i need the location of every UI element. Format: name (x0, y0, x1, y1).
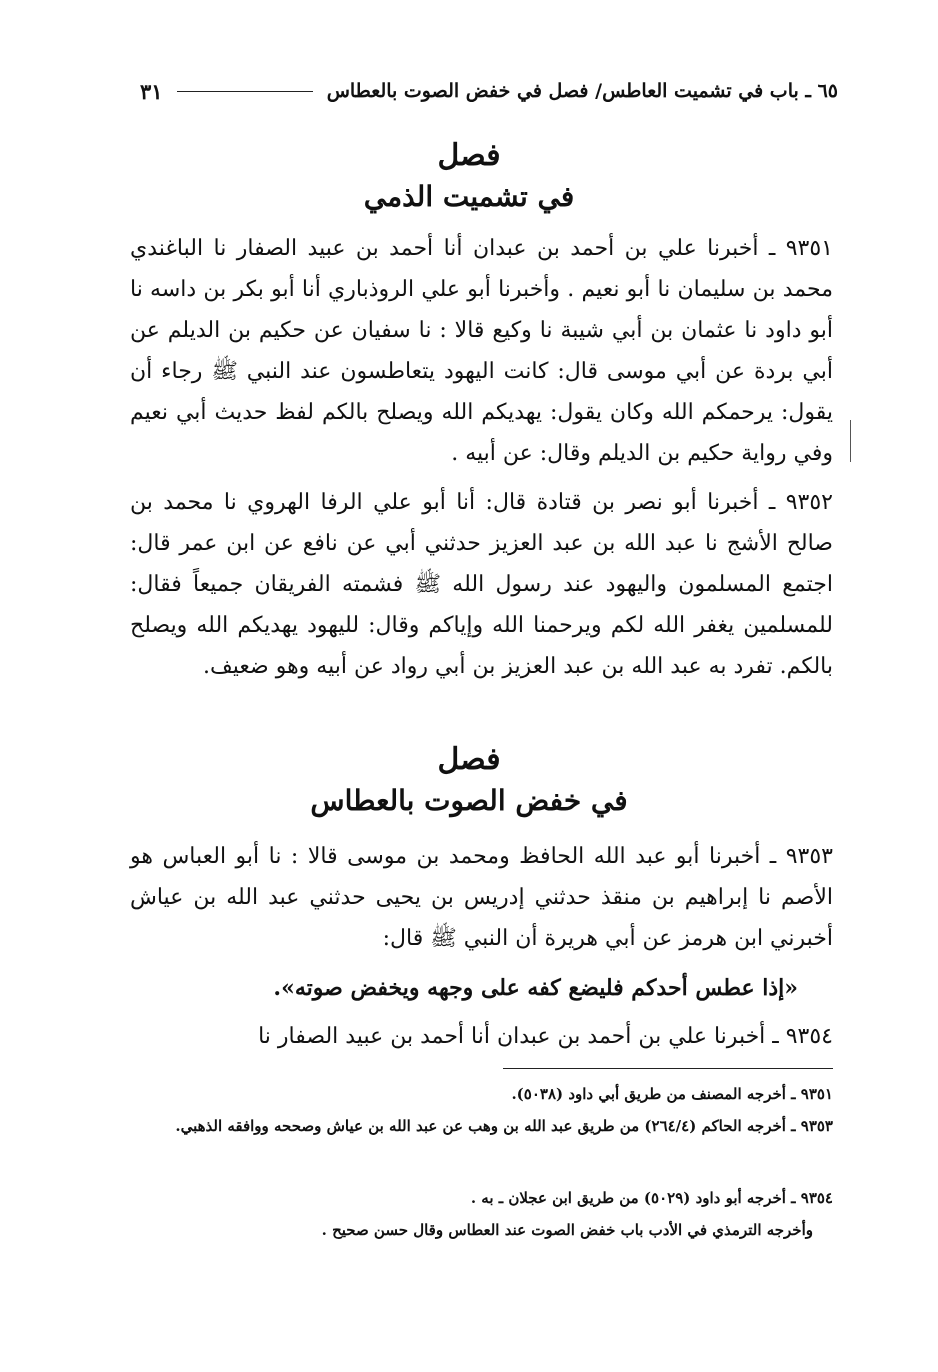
page-header (140, 76, 838, 106)
running-title: ٦٥ ـ باب في تشميت العاطس/ فصل في خفض الصوت بالعطاس (326, 80, 838, 102)
section-heading-1: فصل (437, 138, 501, 173)
hadith-9351: ٩٣٥١ ـ أخبرنا علي بن أحمد بن عبدان أنا أحمد بن عبيد الصفار نا الباغندي محمد بن سليمان نا أبو نعيم . وأخبرنا أبو علي الروذباري أنا أبو بكر بن داسه نا أبو داود نا عثمان بن أبي شيبة نا وكيع قالا : نا سفيان عن حكيم بن الديلم عن أبي بردة عن أبي موسى قال: كانت اليهود يتعاطسون عند النبي ﷺ رجاء أن يقول: يرحمكم الله وكان يقول: يهديكم الله ويصلح بالكم لفظ حديث أبي نعيم وفي رواية حكيم بن الديلم وقال: عن أبيه . (130, 236, 833, 466)
section-subheading-2: في خفض الصوت بالعطاس (310, 784, 628, 817)
header-rule (177, 91, 313, 92)
hadith-quote: «إذا عطس أحدكم فليضع كفه على وجهه ويخفض صوته». (273, 975, 798, 1001)
footnote-9353: ٩٣٥٣ ـ أخرجه الحاكم (٢٦٤/٤) من طريق عبد الله بن وهب عن عبد الله بن عياش وصححه ووافقه الذهبي. (175, 1117, 833, 1135)
section-subheading-1: في تشميت الذمي (363, 180, 575, 213)
footnote-9354-tirmidhi: وأخرجه الترمذي في الأدب باب خفض الصوت عند العطاس وقال حسن صحيح . (321, 1221, 813, 1239)
hadith-9352: ٩٣٥٢ ـ أخبرنا أبو نصر بن قتادة قال: أنا أبو علي الرفا الهروي نا محمد بن صالح الأشج نا عبد الله بن عبد العزيز حدثني أبي عن نافع عن ابن عمر قال: اجتمع المسلمون واليهود عند رسول الله ﷺ فشمته الفريقان جميعاً فقال: للمسلمين يغفر الله لكم ويرحمنا الله وإياكم وقال: لليهود يهديكم الله ويصلح بالكم. تفرد به عبد الله بن عبد العزيز بن أبي رواد عن أبيه وهو ضعيف. (130, 490, 833, 679)
footnote-9354: ٩٣٥٤ ـ أخرجه أبو داود (٥٠٢٩) من طريق ابن عجلان ـ به . (470, 1189, 833, 1207)
footnote-9351: ٩٣٥١ ـ أخرجه المصنف من طريق أبي داود (٥٠٣٨). (511, 1085, 833, 1103)
margin-mark (850, 420, 851, 462)
page-number: ٣١ (140, 78, 163, 104)
footnote-rule (503, 1068, 833, 1069)
hadith-9354: ٩٣٥٤ ـ أخبرنا علي بن أحمد بن عبدان أنا أحمد بن عبيد الصفار نا (258, 1024, 833, 1049)
section-heading-2: فصل (437, 742, 501, 777)
hadith-9353: ٩٣٥٣ ـ أخبرنا أبو عبد الله الحافظ ومحمد بن موسى قالا : نا أبو العباس هو الأصم نا إبراهيم بن منقذ حدثني إدريس بن يحيى حدثني عبد الله بن عياش أخبرني ابن هرمز عن أبي هريرة أن النبي ﷺ قال: (130, 844, 833, 951)
